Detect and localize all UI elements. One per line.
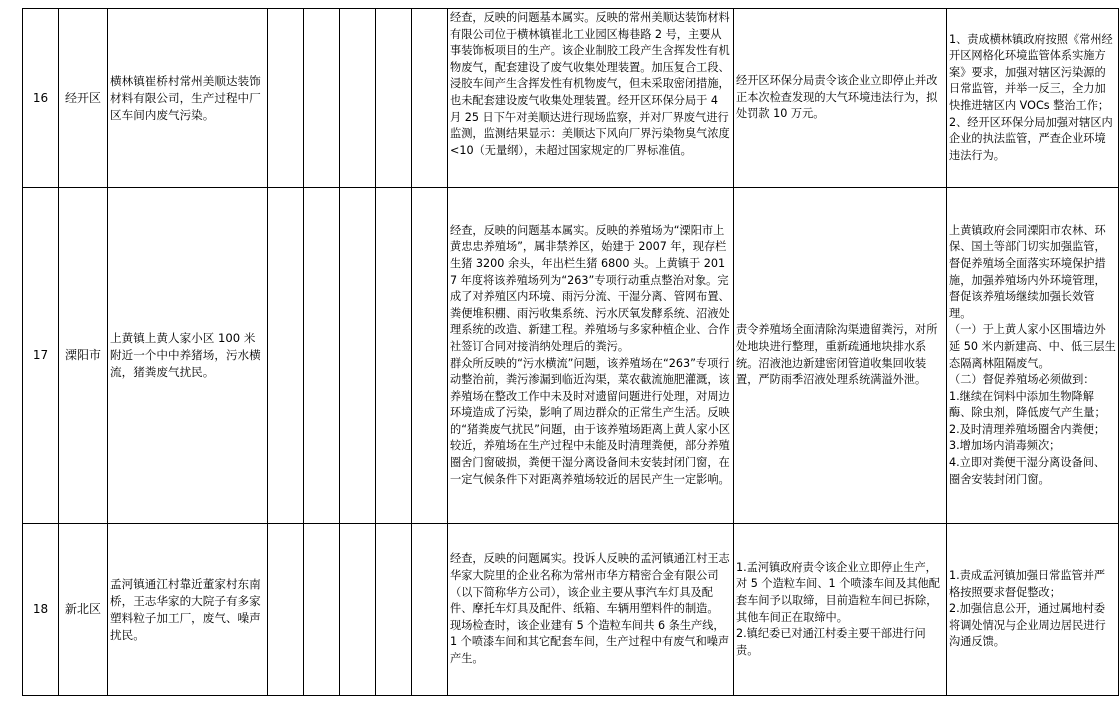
empty-cell — [340, 9, 376, 188]
rectification-item: （二）督促养殖场必须做到： — [949, 373, 1095, 387]
district-cell: 溧阳市 — [59, 188, 108, 524]
table-row — [23, 524, 1119, 696]
investigation-cell — [448, 524, 734, 696]
investigation-paragraph: 群众所反映的“污水横流”问题，该养殖场在“263”专项行动整治前，粪污渗漏到临近沟渠，菜农截流施肥灌溉，该养殖场在整改工作中未及时对遗留问题进行处理，对周边环境造成了污染，影响了周边群众的正常生产生活。反映的“猪粪废气扰民”问题，由于该养殖场距离上黄人家小区较近，养殖场在生产过程中未能及时清理粪便，部分养殖圈舍门窗破损，粪便干湿分离设备间未安装封闭门窗，在一定气候条件下对距离养殖场较近的居民产生一定影响。 — [450, 356, 731, 486]
district-cell: 新北区 — [59, 524, 108, 696]
complaint-cell: 上黄镇上黄人家小区 100 米附近一个中中养猪场，污水横流，猪粪废气扰民。 — [108, 188, 268, 524]
inspection-table — [22, 8, 1119, 696]
rectification-item: 1.责成孟河镇加强日常监管并严格按照要求督促整改； — [949, 569, 1106, 599]
rectification-item: 3.增加场内消毒频次； — [949, 439, 1061, 453]
rectification-cell — [947, 188, 1119, 524]
rectification-item: 上黄镇政府会同溧阳市农林、环保、国土等部门切实加强监管，督促养殖场全面落实环境保护措施，加强养殖场内外环境管理，督促该养殖场继续加强长效管理。 — [949, 223, 1106, 320]
rectification-item: 2、经开区环保分局加强对辖区内企业的执法监管，严查企业环境违法行为。 — [949, 115, 1113, 162]
district-cell: 经开区 — [59, 9, 108, 188]
handling-text: 1.孟河镇政府责令该企业立即停止生产，对 5 个造粒车间、1 个喷漆车间及其他配套车间予以取缔，目前造粒车间已拆除，其他车间正在取缔中。 — [736, 560, 940, 624]
table-row — [23, 188, 1119, 524]
complaint-cell: 孟河镇通江村靠近董家村东南桥，王志华家的大院子有多家塑料粒子加工厂，废气、噪声扰民。 — [108, 524, 268, 696]
table-row — [23, 9, 1119, 188]
empty-cell — [304, 524, 340, 696]
handling-text: 2.镇纪委已对通江村委主要干部进行问责。 — [736, 627, 926, 657]
empty-cell — [304, 188, 340, 524]
rectification-item: 4.立即对粪便干湿分离设备间、圈舍安装封闭门窗。 — [949, 456, 1106, 486]
row-number: 17 — [23, 188, 59, 524]
handling-text: 经开区环保分局责令该企业立即停止并改正本次检查发现的大气环境违法行为，拟处罚款 10 万元。 — [736, 74, 938, 121]
empty-cell — [340, 188, 376, 524]
investigation-paragraph: 现场检查时，该企业建有 5 个造粒车间共 6 条生产线，1 个喷漆车间和其它配套车间，生产过程中有废气和噪声产生。 — [450, 618, 730, 665]
handling-cell — [734, 9, 947, 188]
complaint-cell: 横林镇崔桥村常州美顺达装饰材料有限公司，生产过程中厂区车间内废气污染。 — [108, 9, 268, 188]
empty-cell — [376, 524, 412, 696]
empty-cell — [412, 188, 448, 524]
empty-cell — [268, 524, 304, 696]
empty-cell — [340, 524, 376, 696]
rectification-item: （一）于上黄人家小区围墙边外延 50 米内新建高、中、低三层生态隔离林阻隔废气。 — [949, 323, 1116, 370]
investigation-cell — [448, 188, 734, 524]
rectification-item: 1.继续在饲料中添加生物降解酶、除虫剂，降低废气产生量； — [949, 389, 1106, 420]
handling-text: 责令养殖场全面清除沟渠遗留粪污，对所处地块进行整理，重新疏通地块排水系统。沼液池边新建密闭管道收集回收装置，严防雨季沼液处理系统满溢外泄。 — [736, 323, 938, 387]
empty-cell — [412, 9, 448, 188]
handling-cell — [734, 524, 947, 696]
rectification-item: 2.加强信息公开，通过属地村委将调处情况与企业周边居民进行沟通反馈。 — [949, 602, 1106, 649]
rectification-item: 1、责成横林镇政府按照《常州经开区网格化环境监管体系实施方案》要求，加强对辖区污染源的日常监管，并举一反三，全力加快推进辖区内 VOCs 整治工作； — [949, 32, 1113, 112]
empty-cell — [304, 9, 340, 188]
empty-cell — [268, 188, 304, 524]
rectification-item: 2.及时清理养殖场圈舍内粪便； — [949, 422, 1106, 436]
investigation-cell: 经查，反映的问题基本属实。反映的常州美顺达装饰材料有限公司位于横林镇崔北工业园区梅巷路 2 号，主要从事装饰板项目的生产。该企业制胶工段产生含挥发性有机物废气，配套建设了废气收集处理装置。加压复合工段、浸胶车间产生含挥发性有机物废气，但未采取密闭措施，也未配套建设废气收集处理装置。经开区环保分局于 4 月 25 日下午对美顺达进行现场监察，并对厂界废气进行监测，监测结果显示：美顺达下风向厂界污染物臭气浓度<10（无量纲），未超过国家规定的厂界标准值。 — [448, 9, 734, 188]
rectification-cell — [947, 9, 1119, 188]
empty-cell — [376, 9, 412, 188]
empty-cell — [412, 524, 448, 696]
investigation-paragraph: 经查，反映的问题基本属实。反映的养殖场为“溧阳市上黄忠忠养殖场”，属非禁养区，始建于 2007 年，现存栏生猪 3200 余头，年出栏生猪 6800 头。上黄镇于 2017 年度将该养殖场列为“263”专项行动重点整治对象。完成了对养殖区内环境、雨污分流、干湿分离、管网布置、粪便堆积棚、雨污收集系统、污水厌氧发酵系统、沼液处理系统的改造、新建工程。养殖场与多家种植企业、合作社签订合同对接消纳处理后的粪污。 — [450, 223, 730, 353]
empty-cell — [268, 9, 304, 188]
rectification-cell — [947, 524, 1119, 696]
empty-cell — [376, 188, 412, 524]
handling-cell — [734, 188, 947, 524]
row-number: 16 — [23, 9, 59, 188]
investigation-paragraph: 经查，反映的问题属实。投诉人反映的孟河镇通江村王志华家大院里的企业名称为常州市华方精密合金有限公司（以下简称华方公司），该企业主要从事汽车灯具及配件、摩托车灯具及配件、纸箱、车辆用塑料件的制造。 — [450, 552, 730, 616]
row-number: 18 — [23, 524, 59, 696]
